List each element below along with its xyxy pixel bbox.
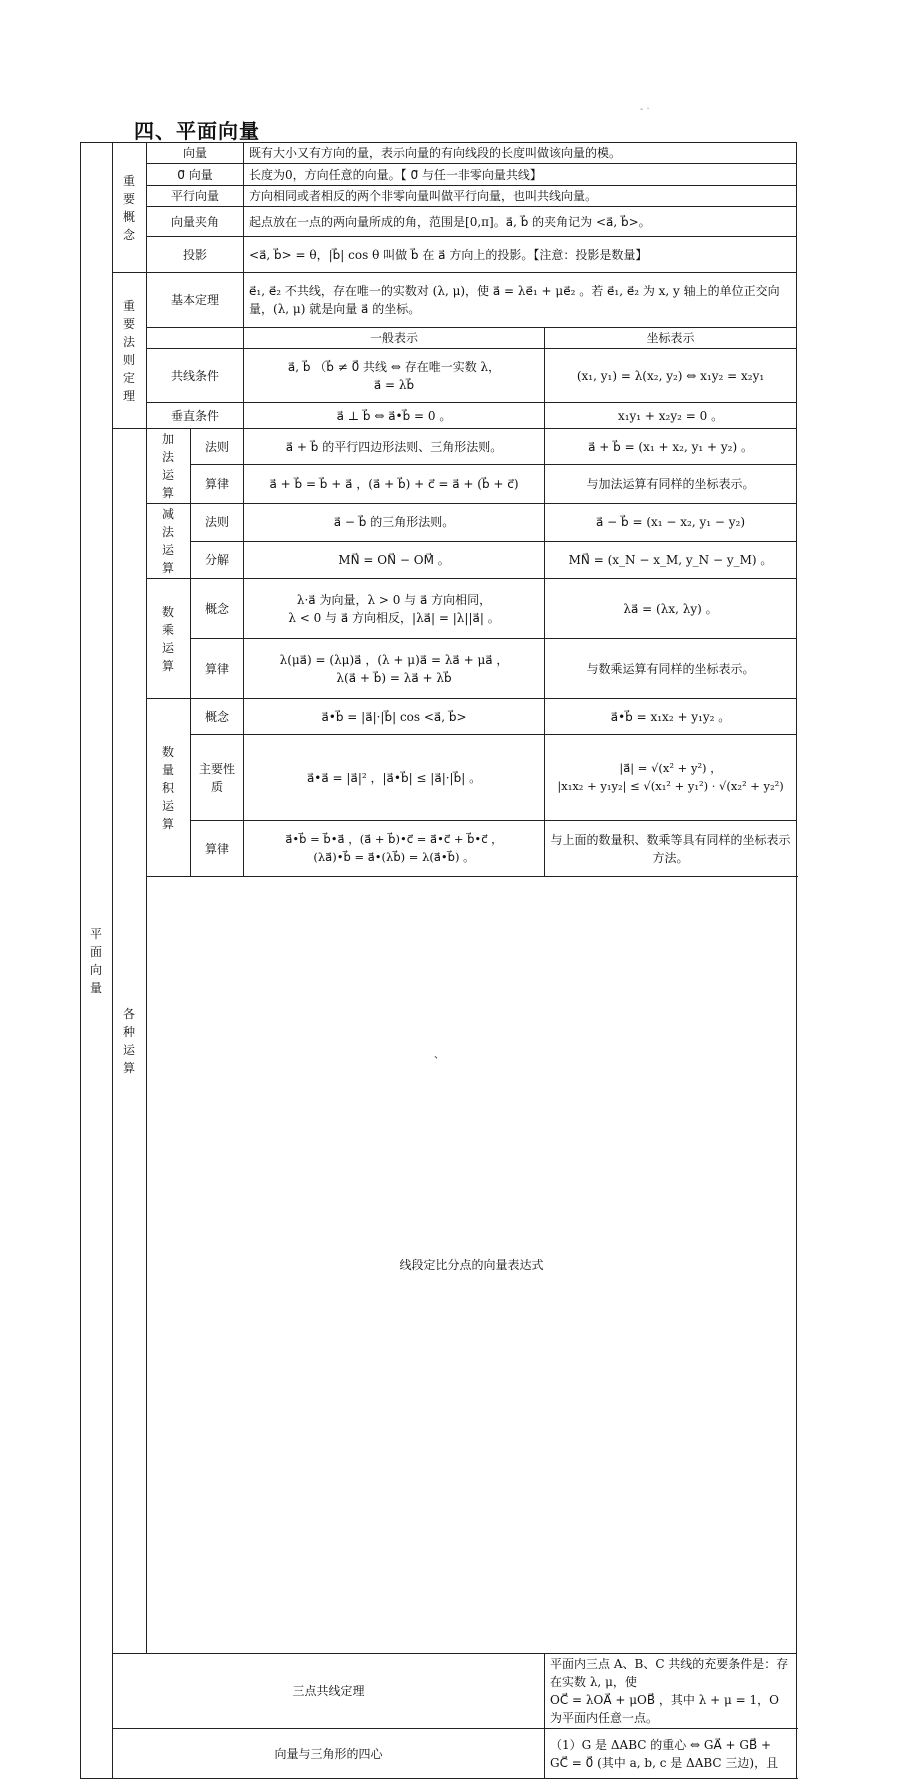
op-coord	[545, 735, 797, 821]
concept-desc: 方向相同或者相反的两个非零向量叫做平行向量，也叫共线向量。	[244, 186, 797, 207]
empty-cell	[147, 328, 244, 349]
collinear-general-line: a⃗ = λb⃗	[373, 377, 415, 392]
op-general	[244, 579, 545, 639]
row-perpendicular	[81, 403, 797, 429]
row-angle	[81, 207, 797, 237]
collinear-coord: (x₁, y₁) = λ(x₂, y₂) ⇔ x₁y₂ = x₂y₁	[545, 349, 797, 403]
op-name: 算律	[191, 639, 244, 699]
op-general: a⃗ + b⃗ 的平行四边形法则、三角形法则。	[244, 429, 545, 465]
concepts-label: 重 要 概 念	[113, 143, 147, 273]
op-coord: a⃗ + b⃗ = (x₁ + x₂, y₁ + y₂) 。	[545, 429, 797, 465]
root-label: 平 面 向 量	[81, 143, 113, 1779]
op-general-line: λ(a⃗ + b⃗) = λa⃗ + λb⃗	[336, 670, 452, 685]
row-add-rule	[81, 429, 797, 465]
corner-mark: - ·	[640, 104, 650, 115]
op-coord: 与加法运算有同样的坐标表示。	[545, 465, 797, 504]
section-point-name: 线段定比分点的向量表达式	[147, 877, 797, 1654]
collinear-general	[244, 349, 545, 403]
row-sub-rule	[81, 504, 797, 542]
op-name: 法则	[191, 429, 244, 465]
row-headers	[81, 328, 797, 349]
page-title: 四、平面向量	[134, 119, 260, 143]
op-coord: MN⃗ = (x_N − x_M, y_N − y_M) 。	[545, 541, 797, 579]
row-vector	[81, 143, 797, 164]
op-general: a⃗ − b⃗ 的三角形法则。	[244, 504, 545, 542]
desc-line: 平面内三点 A、B、C 共线的充要条件是：存在实数 λ, μ，使	[550, 1657, 789, 1689]
header-general: 一般表示	[244, 328, 545, 349]
triangle-centers-name: 向量与三角形的四心	[113, 1729, 545, 1779]
concept-name: 投影	[147, 237, 244, 273]
row-parallel	[81, 186, 797, 207]
sub-label: 减 法 运 算	[147, 504, 191, 579]
op-general-line: λ·a⃗ 为向量，λ > 0 与 a⃗ 方向相同，	[296, 592, 492, 607]
desc-line: OC⃗ = λOA⃗ + μOB⃗ ，其中 λ + μ = 1，O 为平面内任意一点。	[550, 1693, 779, 1725]
op-general: a⃗•b⃗ = |a⃗|·|b⃗| cos <a⃗, b⃗>	[244, 699, 545, 735]
op-general: a⃗ + b⃗ = b⃗ + a⃗ ，(a⃗ + b⃗) + c⃗ = a⃗ + (b⃗ + c⃗)	[244, 465, 545, 504]
dot-label: 数 量 积 运 算	[147, 699, 191, 877]
row-section-point	[81, 877, 797, 1654]
perp-coord: x₁y₁ + x₂y₂ = 0 。	[545, 403, 797, 429]
rule-desc: e⃗₁, e⃗₂ 不共线，存在唯一的实数对 (λ, μ)，使 a⃗ = λe⃗₁ + μe⃗₂ 。若 e⃗₁, e⃗₂ 为 x, y 轴上的单位正交向量，(λ, μ) 就是向量 a⃗ 的坐标。	[244, 273, 797, 328]
row-triangle-centers	[81, 1729, 797, 1779]
op-coord: a⃗ − b⃗ = (x₁ − x₂, y₁ − y₂)	[545, 504, 797, 542]
rule-name: 基本定理	[147, 273, 244, 328]
header-coord: 坐标表示	[545, 328, 797, 349]
op-general	[244, 639, 545, 699]
ops-label: 各 种 运 算	[113, 429, 147, 1654]
row-zero-vector	[81, 164, 797, 186]
rule-name: 共线条件	[147, 349, 244, 403]
op-general-line: λ(μa⃗) = (λμ)a⃗ ，(λ + μ)a⃗ = λa⃗ + μa⃗ ，	[279, 652, 509, 667]
row-three-points	[81, 1654, 797, 1729]
op-name: 算律	[191, 821, 244, 877]
rules-label: 重 要 法 则 定 理	[113, 273, 147, 429]
op-name: 分解	[191, 541, 244, 579]
vector-summary-table	[80, 142, 797, 1779]
bottom-mark: 、	[434, 1050, 444, 1061]
concept-desc: <a⃗, b⃗> = θ，|b⃗| cos θ 叫做 b⃗ 在 a⃗ 方向上的投影。【注意：投影是数量】	[244, 237, 797, 273]
three-points-desc	[545, 1654, 797, 1729]
op-general: a⃗•a⃗ = |a⃗|² ，|a⃗•b⃗| ≤ |a⃗|·|b⃗| 。	[244, 735, 545, 821]
three-points-name: 三点共线定理	[113, 1654, 545, 1729]
row-projection	[81, 237, 797, 273]
op-general	[244, 821, 545, 877]
concept-desc: 长度为0，方向任意的向量。【 0⃗ 与任一非零向量共线】	[244, 164, 797, 186]
op-general-line: (λa⃗)•b⃗ = a⃗•(λb⃗) = λ(a⃗•b⃗) 。	[313, 849, 475, 864]
op-name: 主要性质	[191, 735, 244, 821]
op-general-line: a⃗•b⃗ = b⃗•a⃗ ，(a⃗ + b⃗)•c⃗ = a⃗•c⃗ + b⃗•c⃗ ，	[285, 832, 503, 847]
rule-name: 垂直条件	[147, 403, 244, 429]
op-coord: λa⃗ = (λx, λy) 。	[545, 579, 797, 639]
concept-name: 向量	[147, 143, 244, 164]
row-basic-theorem	[81, 273, 797, 328]
perp-general: a⃗ ⊥ b⃗ ⇔ a⃗•b⃗ = 0 。	[244, 403, 545, 429]
op-coord: 与上面的数量积、数乘等具有同样的坐标表示方法。	[545, 821, 797, 877]
add-label: 加 法 运 算	[147, 429, 191, 504]
concept-desc: 起点放在一点的两向量所成的角，范围是[0,π]。a⃗, b⃗ 的夹角记为 <a⃗, b⃗>。	[244, 207, 797, 237]
concept-desc: 既有大小又有方向的量，表示向量的有向线段的长度叫做该向量的模。	[244, 143, 797, 164]
op-coord: 与数乘运算有同样的坐标表示。	[545, 639, 797, 699]
op-name: 算律	[191, 465, 244, 504]
triangle-centers-desc: （1）G 是 ΔABC 的重心 ⇔ GA⃗ + GB⃗ + GC⃗ = 0⃗ (其中 a, b, c 是 ΔABC 三边)，且	[545, 1729, 797, 1779]
row-scalar-concept	[81, 579, 797, 639]
scalar-label: 数 乘 运 算	[147, 579, 191, 699]
op-coord-line: |a⃗| = √(x² + y²) ，	[619, 761, 722, 776]
op-coord: a⃗•b⃗ = x₁x₂ + y₁y₂ 。	[545, 699, 797, 735]
op-name: 法则	[191, 504, 244, 542]
op-coord-line: |x₁x₂ + y₁y₂| ≤ √(x₁² + y₁²) · √(x₂² + y₂²)	[557, 778, 784, 793]
collinear-general-line: a⃗, b⃗ （b⃗ ≠ 0⃗ 共线 ⇔ 存在唯一实数 λ，	[287, 359, 501, 374]
concept-name: 向量夹角	[147, 207, 244, 237]
op-name: 概念	[191, 699, 244, 735]
row-dot-concept	[81, 699, 797, 735]
concept-name: 0⃗ 向量	[147, 164, 244, 186]
op-name: 概念	[191, 579, 244, 639]
row-collinear	[81, 349, 797, 403]
op-general-line: λ < 0 与 a⃗ 方向相反，|λa⃗| = |λ||a⃗| 。	[288, 610, 500, 625]
op-general: MN⃗ = ON⃗ − OM⃗ 。	[244, 541, 545, 579]
concept-name: 平行向量	[147, 186, 244, 207]
